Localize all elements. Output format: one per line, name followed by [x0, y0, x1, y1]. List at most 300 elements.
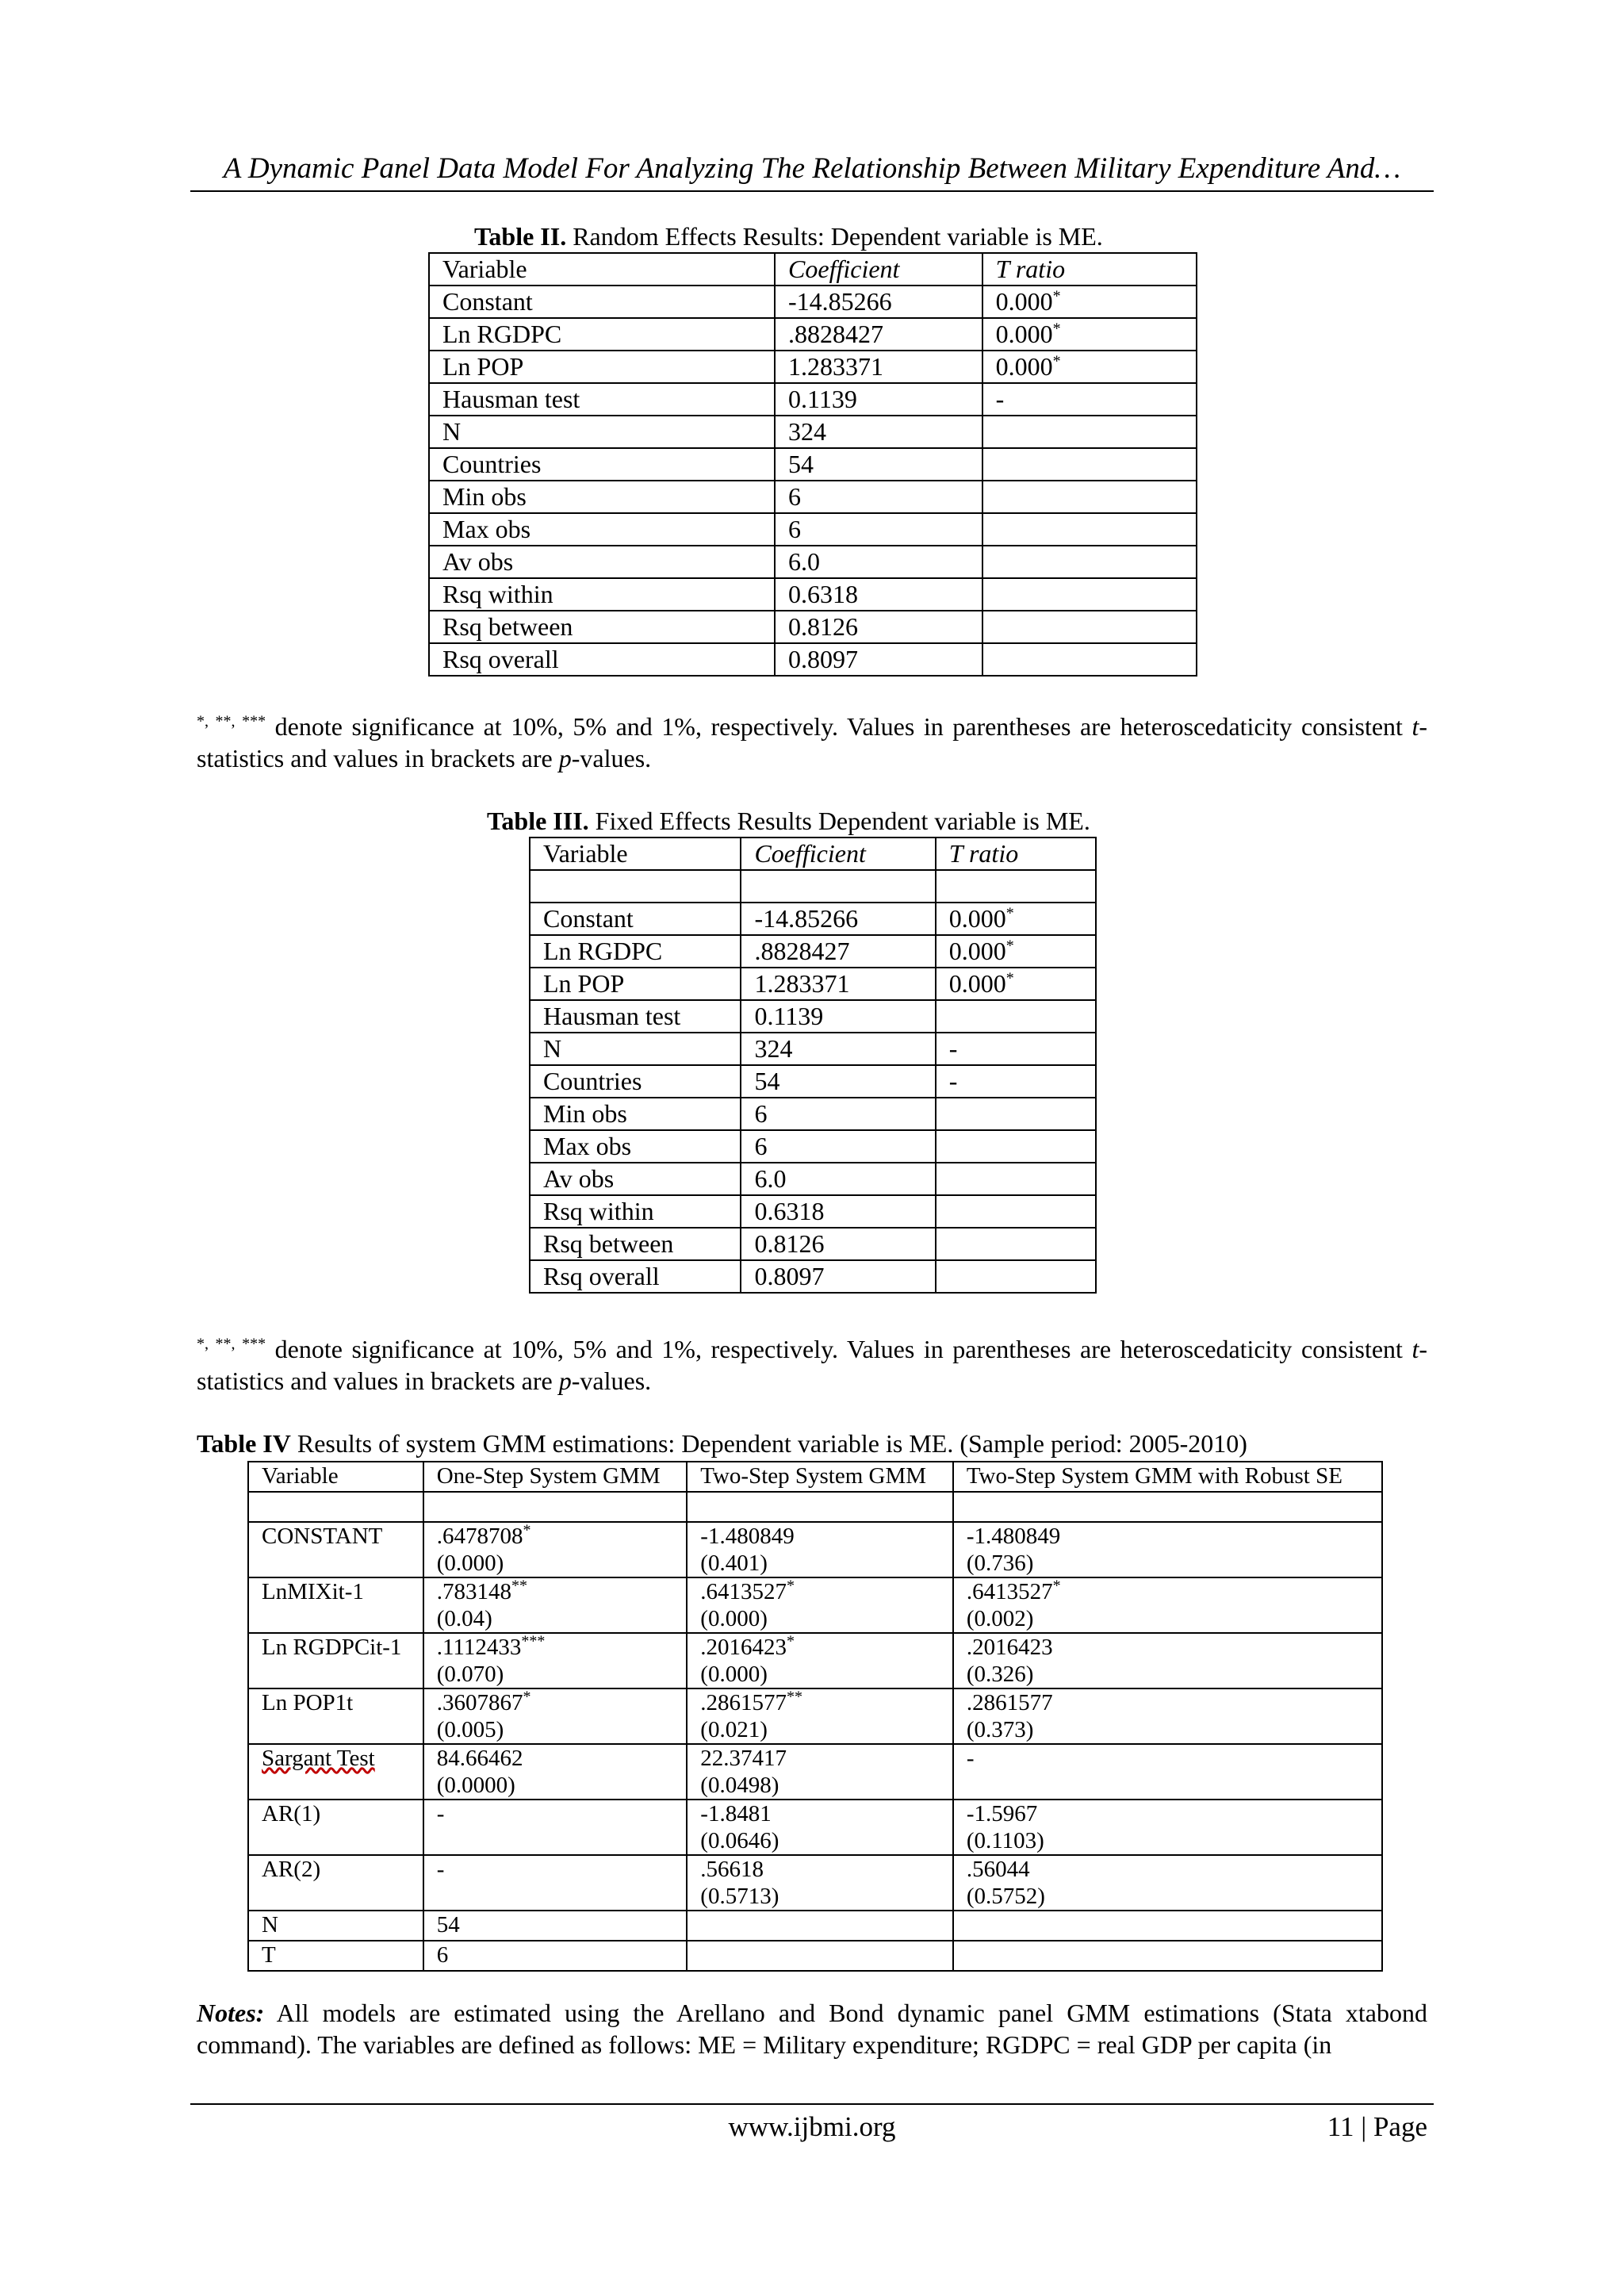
variable-name: Sargant Test: [262, 1746, 375, 1771]
cell-value: Constant: [442, 287, 533, 316]
table4-gmm: [247, 1461, 1383, 1972]
coefficient: -: [436, 1801, 445, 1826]
t-row: [248, 1941, 1382, 1971]
header-row: [429, 253, 1197, 286]
significance-star: *: [1005, 904, 1014, 922]
table-row: [429, 351, 1197, 383]
table-cell: [429, 351, 775, 383]
column-header: Variable: [530, 838, 741, 870]
footnote-1-marks: *, **, ***: [197, 712, 266, 730]
p-value: (0.005): [436, 1717, 504, 1742]
table-row: [429, 448, 1197, 481]
table-cell: [530, 1065, 741, 1098]
variable-name: LnMIXit-1: [262, 1579, 364, 1604]
footnote-2-text-a: denote significance at 10%, 5% and 1%, respectively. Values in parentheses are heteroscedaticity consistent: [266, 1335, 1412, 1363]
table-cell: [530, 1228, 741, 1260]
table-cell: [775, 318, 982, 351]
column-header: Two-Step System GMM with Robust SE: [953, 1462, 1382, 1492]
table-cell: [982, 611, 1197, 643]
table-cell: [775, 351, 982, 383]
notes-paragraph: [197, 1997, 1427, 2060]
p-value: (0.000): [436, 1550, 504, 1576]
variable-name: AR(1): [262, 1801, 321, 1826]
table-cell: [982, 383, 1197, 416]
table3-fixed-effects: [529, 837, 1097, 1294]
estimate-cell: [423, 1744, 688, 1800]
p-value: (0.070): [436, 1662, 504, 1687]
estimate-cell: [953, 1855, 1382, 1911]
table-cell: [741, 1163, 935, 1195]
cell-value: -: [948, 1067, 958, 1095]
header-row: [530, 838, 1096, 870]
column-header: Variable: [429, 253, 775, 286]
table-row: [429, 513, 1197, 546]
table3-label: Table III.: [487, 807, 589, 835]
variable-cell: [248, 1633, 423, 1688]
p-value: (0.000): [700, 1606, 768, 1631]
variable-cell: [248, 1800, 423, 1855]
estimate-cell: [423, 1633, 688, 1688]
table-cell: [936, 968, 1096, 1000]
cell-value: 0.000: [995, 287, 1053, 316]
notes-text: All models are estimated using the Arellano and Bond dynamic panel GMM estimations (Stata xtabond command). The variables are defined as follows: ME = Military expenditure; RGDPC = real GDP per capita (in: [197, 1999, 1427, 2059]
cell-value: Av obs: [543, 1164, 615, 1193]
cell-value: -: [948, 1034, 958, 1063]
table-cell: [775, 578, 982, 611]
table-cell: [530, 968, 741, 1000]
table-cell: [741, 903, 935, 935]
cell-value: Hausman test: [442, 385, 580, 413]
estimate-cell: [687, 1522, 953, 1577]
table-row: [429, 578, 1197, 611]
table-cell: [982, 643, 1197, 676]
significance-star: ***: [521, 1632, 546, 1650]
coefficient: 22.37417: [700, 1746, 787, 1771]
estimate-cell: [953, 1800, 1382, 1855]
table-cell: [936, 1163, 1096, 1195]
coefficient: .56618: [700, 1857, 764, 1882]
cell-value: 0.8126: [788, 612, 859, 641]
table-cell: [741, 1098, 935, 1130]
header-row: [248, 1462, 1382, 1492]
coefficient: .1112433: [436, 1635, 522, 1660]
coefficient: -1.480849: [700, 1524, 795, 1549]
cell-value: 324: [754, 1034, 793, 1063]
table-row: [248, 1633, 1382, 1688]
variable-name: CONSTANT: [262, 1524, 383, 1549]
table-cell: [741, 1228, 935, 1260]
table-row: [248, 1688, 1382, 1744]
table4-caption-text: Results of system GMM estimations: Dependent variable is ME. (Sample period: 2005-2010): [290, 1429, 1247, 1458]
variable-cell: [248, 1855, 423, 1911]
table-row: [530, 935, 1096, 968]
table-cell: [741, 870, 935, 903]
running-header: [190, 151, 1434, 192]
coefficient: .56044: [966, 1857, 1030, 1882]
cell-value: -: [995, 385, 1005, 413]
running-title: A Dynamic Panel Data Model For Analyzing The Relationship Between Military Expenditure And…: [223, 152, 1401, 185]
table-cell: [982, 351, 1197, 383]
variable-name: T: [248, 1941, 423, 1971]
cell-value: .8828427: [788, 320, 884, 348]
cell-value: Rsq within: [543, 1197, 654, 1225]
table-cell: [530, 903, 741, 935]
coefficient: .2016423: [700, 1635, 787, 1660]
table-row: [530, 1065, 1096, 1098]
p-value: (0.0646): [700, 1828, 779, 1853]
cell-value: 54: [423, 1911, 688, 1941]
variable-name: AR(2): [262, 1857, 321, 1882]
cell-value: Av obs: [442, 547, 514, 576]
table-cell: [429, 546, 775, 578]
coefficient: .6413527: [966, 1579, 1053, 1604]
table-row: [530, 1130, 1096, 1163]
table-cell: [741, 935, 935, 968]
table-cell: [530, 1000, 741, 1033]
coefficient: -1.480849: [966, 1524, 1061, 1549]
significance-star: **: [787, 1688, 803, 1706]
cell-value: 0.6318: [754, 1197, 825, 1225]
table-cell: [953, 1941, 1382, 1971]
table-cell: [982, 286, 1197, 318]
table-cell: [936, 1130, 1096, 1163]
table-cell: [775, 416, 982, 448]
table-row: [530, 1163, 1096, 1195]
cell-value: 6: [754, 1099, 768, 1128]
table3-caption-text: Fixed Effects Results Dependent variable is ME.: [588, 807, 1090, 835]
footnote-2-p: p: [558, 1366, 572, 1395]
cell-value: N: [442, 417, 462, 446]
table-row: [530, 903, 1096, 935]
estimate-cell: [687, 1744, 953, 1800]
significance-star: *: [523, 1521, 531, 1539]
cell-value: Countries: [543, 1067, 642, 1095]
cell-value: 0.6318: [788, 580, 859, 608]
table-cell: [775, 546, 982, 578]
table2-caption-text: Random Effects Results: Dependent variable is ME.: [566, 222, 1103, 251]
footer-divider: [190, 2103, 1434, 2105]
coefficient: .2861577: [966, 1690, 1053, 1715]
table-row: [530, 1260, 1096, 1293]
table-cell: [429, 513, 775, 546]
table-cell: [982, 318, 1197, 351]
table-cell: [936, 1033, 1096, 1065]
table-cell: [530, 1260, 741, 1293]
table-cell: [530, 935, 741, 968]
cell-value: 0.000: [948, 969, 1006, 998]
table-cell: [775, 448, 982, 481]
table-cell: [741, 1000, 935, 1033]
coefficient: .6413527: [700, 1579, 787, 1604]
cell-value: 6.0: [788, 547, 821, 576]
variable-cell: [248, 1744, 423, 1800]
cell-value: Countries: [442, 450, 542, 478]
table-row: [530, 1033, 1096, 1065]
coefficient: -: [436, 1857, 445, 1882]
variable-name: Ln POP1t: [262, 1690, 354, 1715]
table-cell: [741, 1195, 935, 1228]
table-cell: [423, 1492, 688, 1522]
significance-star: *: [1052, 287, 1061, 305]
variable-cell: [248, 1522, 423, 1577]
footnote-2: [197, 1333, 1427, 1397]
p-value: (0.5713): [700, 1884, 779, 1909]
estimate-cell: [953, 1522, 1382, 1577]
p-value: (0.04): [436, 1606, 492, 1631]
cell-value: 0.1139: [754, 1002, 824, 1030]
estimate-cell: [423, 1522, 688, 1577]
estimate-cell: [953, 1577, 1382, 1633]
table-cell: [741, 1033, 935, 1065]
table-row: [530, 1000, 1096, 1033]
footnote-2-text-b: -statistics and values in brackets are: [197, 1335, 1428, 1395]
significance-star: **: [511, 1577, 527, 1595]
table-row: [530, 1228, 1096, 1260]
table-cell: [530, 870, 741, 903]
coefficient: .2861577: [700, 1690, 787, 1715]
coefficient: .3607867: [436, 1690, 523, 1715]
table-cell: [530, 1130, 741, 1163]
p-value: (0.401): [700, 1550, 768, 1576]
column-header: T ratio: [982, 253, 1197, 286]
table-cell: [429, 578, 775, 611]
n-row: [248, 1911, 1382, 1941]
estimate-cell: [423, 1855, 688, 1911]
cell-value: 6: [754, 1132, 768, 1160]
cell-value: 1.283371: [788, 352, 884, 381]
p-value: (0.002): [966, 1606, 1034, 1631]
cell-value: Rsq within: [442, 580, 553, 608]
table-row: [429, 643, 1197, 676]
cell-value: 6: [788, 482, 802, 511]
estimate-cell: [687, 1577, 953, 1633]
table-cell: [982, 513, 1197, 546]
p-value: (0.373): [966, 1717, 1034, 1742]
footnote-1-p: p: [558, 744, 572, 772]
table-cell: [982, 578, 1197, 611]
table-row: [530, 870, 1096, 903]
table-cell: [936, 1260, 1096, 1293]
estimate-cell: [687, 1800, 953, 1855]
table2-caption: [474, 220, 1103, 252]
cell-value: Rsq overall: [543, 1262, 660, 1290]
table-cell: [982, 546, 1197, 578]
table-cell: [429, 286, 775, 318]
p-value: (0.021): [700, 1717, 768, 1742]
footnote-2-text-c: -values.: [571, 1366, 652, 1395]
table-cell: [530, 1098, 741, 1130]
table-cell: [936, 1098, 1096, 1130]
table-cell: [775, 513, 982, 546]
table-cell: [530, 1033, 741, 1065]
table-cell: [936, 1065, 1096, 1098]
cell-value: .8828427: [754, 937, 850, 965]
table-cell: [775, 643, 982, 676]
table-cell: [429, 481, 775, 513]
significance-star: *: [1052, 320, 1061, 338]
table-row: [248, 1577, 1382, 1633]
table-row: [429, 611, 1197, 643]
table-cell: [248, 1492, 423, 1522]
table-cell: [953, 1911, 1382, 1941]
coefficient: -: [966, 1746, 975, 1771]
footnote-2-marks: *, **, ***: [197, 1335, 266, 1353]
table4-label: Table IV: [197, 1429, 291, 1458]
estimate-cell: [423, 1577, 688, 1633]
table-cell: [687, 1911, 953, 1941]
table-cell: [530, 1163, 741, 1195]
table-cell: [530, 1195, 741, 1228]
significance-star: *: [1005, 937, 1014, 955]
table-cell: [936, 870, 1096, 903]
estimate-cell: [687, 1855, 953, 1911]
table-cell: [775, 286, 982, 318]
footnote-2-t: t: [1411, 1335, 1419, 1363]
footer-page-number: 11 | Page: [1327, 2111, 1427, 2142]
cell-value: -14.85266: [754, 904, 859, 933]
footnote-1-text-a: denote significance at 10%, 5% and 1%, respectively. Values in parentheses are heteroscedaticity consistent: [266, 712, 1412, 741]
significance-star: *: [523, 1688, 531, 1706]
coefficient: -1.5967: [966, 1801, 1038, 1826]
table-row: [429, 481, 1197, 513]
table-cell: [429, 448, 775, 481]
significance-star: *: [787, 1577, 795, 1595]
cell-value: 6.0: [754, 1164, 787, 1193]
cell-value: Max obs: [543, 1132, 632, 1160]
column-header: T ratio: [936, 838, 1096, 870]
column-header: Two-Step System GMM: [687, 1462, 953, 1492]
variable-cell: [248, 1577, 423, 1633]
table-cell: [741, 1260, 935, 1293]
cell-value: 54: [788, 450, 814, 478]
estimate-cell: [423, 1800, 688, 1855]
cell-value: 0.8097: [754, 1262, 825, 1290]
table-cell: [429, 643, 775, 676]
cell-value: 0.8126: [754, 1229, 825, 1258]
table-row: [248, 1522, 1382, 1577]
column-header: Coefficient: [775, 253, 982, 286]
cell-value: Rsq overall: [442, 645, 559, 673]
cell-value: 324: [788, 417, 827, 446]
table-row: [248, 1855, 1382, 1911]
p-value: (0.5752): [966, 1884, 1045, 1909]
table-row: [429, 416, 1197, 448]
significance-star: *: [1052, 352, 1061, 370]
column-header: One-Step System GMM: [423, 1462, 688, 1492]
column-header: Coefficient: [741, 838, 935, 870]
estimate-cell: [687, 1688, 953, 1744]
p-value: (0.000): [700, 1662, 768, 1687]
coefficient: -1.8481: [700, 1801, 772, 1826]
p-value: (0.0498): [700, 1773, 779, 1798]
cell-value: Ln RGDPC: [543, 937, 663, 965]
table2-random-effects: [428, 252, 1197, 677]
cell-value: 6: [423, 1941, 688, 1971]
coefficient: .2016423: [966, 1635, 1053, 1660]
cell-value: Ln POP: [543, 969, 625, 998]
footnote-1-t: t: [1411, 712, 1419, 741]
table-row: [429, 286, 1197, 318]
table-cell: [687, 1941, 953, 1971]
table-cell: [936, 903, 1096, 935]
cell-value: N: [543, 1034, 562, 1063]
cell-value: 6: [788, 515, 802, 543]
table2-label: Table II.: [474, 222, 567, 251]
table-row: [429, 383, 1197, 416]
estimate-cell: [687, 1633, 953, 1688]
cell-value: Min obs: [442, 482, 527, 511]
cell-value: Constant: [543, 904, 634, 933]
cell-value: 0.000: [995, 352, 1053, 381]
table-cell: [936, 1195, 1096, 1228]
p-value: (0.326): [966, 1662, 1034, 1687]
cell-value: 54: [754, 1067, 780, 1095]
footnote-1-text-c: -values.: [571, 744, 652, 772]
cell-value: 0.8097: [788, 645, 859, 673]
table-cell: [429, 611, 775, 643]
table-cell: [953, 1492, 1382, 1522]
p-value: (0.736): [966, 1550, 1034, 1576]
significance-star: *: [787, 1632, 795, 1650]
significance-star: *: [1052, 1577, 1061, 1595]
table3-caption: [487, 805, 1090, 837]
table-cell: [687, 1492, 953, 1522]
table-cell: [982, 416, 1197, 448]
cell-value: Ln RGDPC: [442, 320, 562, 348]
p-value: (0.1103): [966, 1828, 1044, 1853]
table-cell: [982, 448, 1197, 481]
blank-row: [248, 1492, 1382, 1522]
p-value: (0.0000): [436, 1773, 515, 1798]
coefficient: 84.66462: [436, 1746, 523, 1771]
cell-value: 0.1139: [788, 385, 857, 413]
variable-cell: [248, 1688, 423, 1744]
table-cell: [775, 383, 982, 416]
coefficient: .6478708: [436, 1524, 523, 1549]
coefficient: .783148: [436, 1579, 511, 1604]
footer-site[interactable]: www.ijbmi.org: [728, 2111, 896, 2142]
table-cell: [936, 1000, 1096, 1033]
cell-value: 0.000: [948, 904, 1006, 933]
column-header: Variable: [248, 1462, 423, 1492]
table-cell: [429, 383, 775, 416]
cell-value: Ln POP: [442, 352, 524, 381]
footnote-1: [197, 711, 1427, 774]
cell-value: Hausman test: [543, 1002, 681, 1030]
table-cell: [741, 968, 935, 1000]
table-row: [530, 1098, 1096, 1130]
variable-name: Ln RGDPCit-1: [262, 1635, 402, 1660]
significance-star: *: [1005, 969, 1014, 987]
estimate-cell: [953, 1688, 1382, 1744]
table4-caption: [197, 1428, 1247, 1459]
table-row: [248, 1744, 1382, 1800]
cell-value: 0.000: [995, 320, 1053, 348]
variable-name: N: [248, 1911, 423, 1941]
table-cell: [741, 1130, 935, 1163]
estimate-cell: [423, 1688, 688, 1744]
estimate-cell: [953, 1744, 1382, 1800]
cell-value: 1.283371: [754, 969, 850, 998]
table-cell: [741, 1065, 935, 1098]
table-cell: [775, 611, 982, 643]
table-row: [429, 318, 1197, 351]
table-cell: [936, 935, 1096, 968]
cell-value: Max obs: [442, 515, 531, 543]
cell-value: Min obs: [543, 1099, 627, 1128]
table-cell: [936, 1228, 1096, 1260]
cell-value: 0.000: [948, 937, 1006, 965]
